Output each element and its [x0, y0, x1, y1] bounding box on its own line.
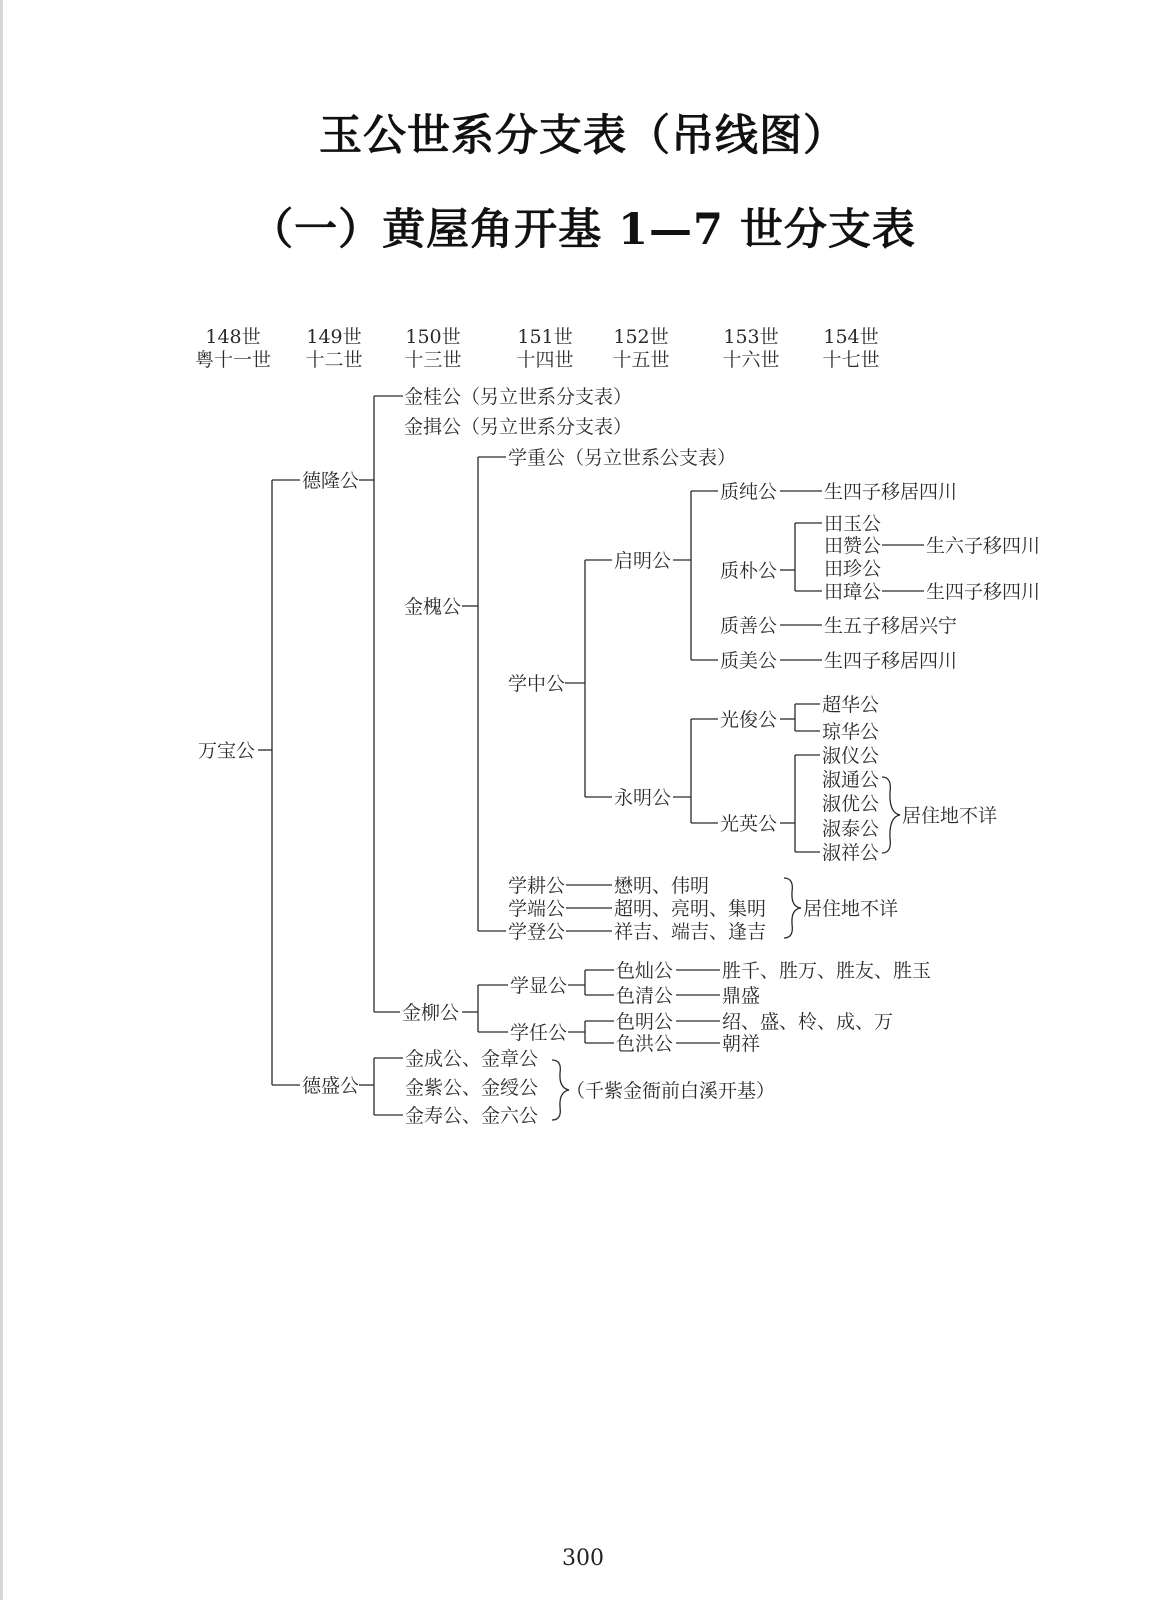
gen-name: 十二世: [305, 349, 363, 371]
node-zhimei: 质美公: [720, 650, 778, 672]
gen-name: 十七世: [822, 349, 880, 371]
node-qionghua: 琼华公: [822, 721, 880, 743]
page-subtitle: （一）黄屋角开基 1—7 世分支表: [250, 205, 916, 255]
node-guangying: 光英公: [720, 813, 778, 835]
gen-name: 粤十一世: [194, 349, 272, 371]
node-qiming: 启明公: [614, 550, 672, 572]
node-shutong: 淑通公: [822, 769, 880, 791]
names: [198, 386, 1040, 1127]
gen-name: 十六世: [722, 349, 780, 371]
node-desheng-sons-1: 金成公、金章公: [405, 1048, 539, 1070]
note-desheng: （千紫金衙前白溪开基）: [566, 1080, 776, 1102]
note-zhichun: 生四子移居四川: [824, 481, 958, 503]
node-zhishan: 质善公: [720, 615, 778, 637]
node-jinliu: 金柳公: [402, 1002, 460, 1024]
sons-seqing: 鼎盛: [722, 985, 761, 1007]
node-xuegeng: 学耕公: [508, 875, 566, 897]
note-shu: 居住地不详: [902, 805, 998, 827]
gen-number: 153世: [723, 326, 779, 348]
node-delong: 德隆公: [302, 470, 360, 492]
gen-number: 151世: [517, 326, 573, 348]
node-secan: 色灿公: [616, 960, 674, 982]
node-shuyou: 淑优公: [822, 793, 880, 815]
generation-header: [195, 326, 880, 371]
node-desheng-sons-2: 金紫公、金绶公: [405, 1077, 539, 1099]
node-xueren: 学任公: [510, 1022, 568, 1044]
node-xueduan: 学端公: [508, 898, 566, 920]
note-zhishan: 生五子移居兴宁: [824, 615, 958, 637]
gen-name: 十五世: [612, 349, 670, 371]
gen-number: 152世: [613, 326, 669, 348]
node-tianyu: 田玉公: [824, 513, 882, 535]
node-seqing: 色清公: [616, 985, 674, 1007]
sons-xuedeng: 祥吉、端吉、逢吉: [614, 921, 767, 943]
node-guangjun: 光俊公: [720, 709, 778, 731]
node-sehong: 色洪公: [616, 1033, 674, 1055]
note-zhimei: 生四子移居四川: [824, 650, 958, 672]
node-desheng: 德盛公: [302, 1075, 360, 1097]
node-root: 万宝公: [198, 740, 256, 762]
node-zhichun: 质纯公: [720, 481, 778, 503]
page-title: 玉公世系分支表（吊线图）: [319, 111, 847, 161]
node-jinji: 金揖公（另立世系分支表）: [404, 416, 633, 438]
sons-sehong: 朝祥: [722, 1033, 761, 1055]
node-shuxiang: 淑祥公: [822, 842, 880, 864]
node-tianzhen: 田珍公: [824, 558, 882, 580]
node-jinhuai: 金槐公: [404, 596, 462, 618]
node-shuyi: 淑仪公: [822, 745, 880, 767]
node-yongming: 永明公: [614, 787, 672, 809]
node-tianzhang: 田璋公: [824, 581, 882, 603]
gen-number: 148世: [205, 326, 261, 348]
note-xue: 居住地不详: [803, 898, 899, 920]
brace-shu: [882, 777, 900, 853]
node-zhipu: 质朴公: [720, 560, 778, 582]
sons-xuegeng: 懋明、伟明: [614, 875, 710, 897]
node-xuezhong-b: 学中公: [508, 673, 566, 695]
sons-seming: 绍、盛、柃、成、万: [722, 1011, 894, 1033]
sons-secan: 胜千、胜万、胜友、胜玉: [722, 960, 932, 982]
gen-name: 十三世: [404, 349, 462, 371]
note-tianzan: 生六子移四川: [926, 535, 1041, 557]
note-tianzhang: 生四子移四川: [926, 581, 1041, 603]
node-xuexian: 学显公: [510, 975, 568, 997]
node-xuedeng: 学登公: [508, 921, 566, 943]
page-number: 300: [562, 1546, 604, 1571]
node-tianzan: 田赞公: [824, 535, 882, 557]
gen-name: 十四世: [516, 349, 574, 371]
sons-xueduan: 超明、亮明、集明: [614, 898, 767, 920]
node-chaohua: 超华公: [822, 694, 880, 716]
node-desheng-sons-3: 金寿公、金六公: [405, 1105, 539, 1127]
gen-number: 154世: [823, 326, 879, 348]
gen-number: 150世: [405, 326, 461, 348]
node-xuezhong-a: 学重公（另立世系公支表）: [508, 447, 737, 469]
gen-number: 149世: [306, 326, 362, 348]
node-jingui: 金桂公（另立世系分支表）: [404, 386, 633, 408]
node-shutai: 淑泰公: [822, 818, 880, 840]
brace-xue: [784, 878, 801, 938]
node-seming: 色明公: [616, 1011, 674, 1033]
